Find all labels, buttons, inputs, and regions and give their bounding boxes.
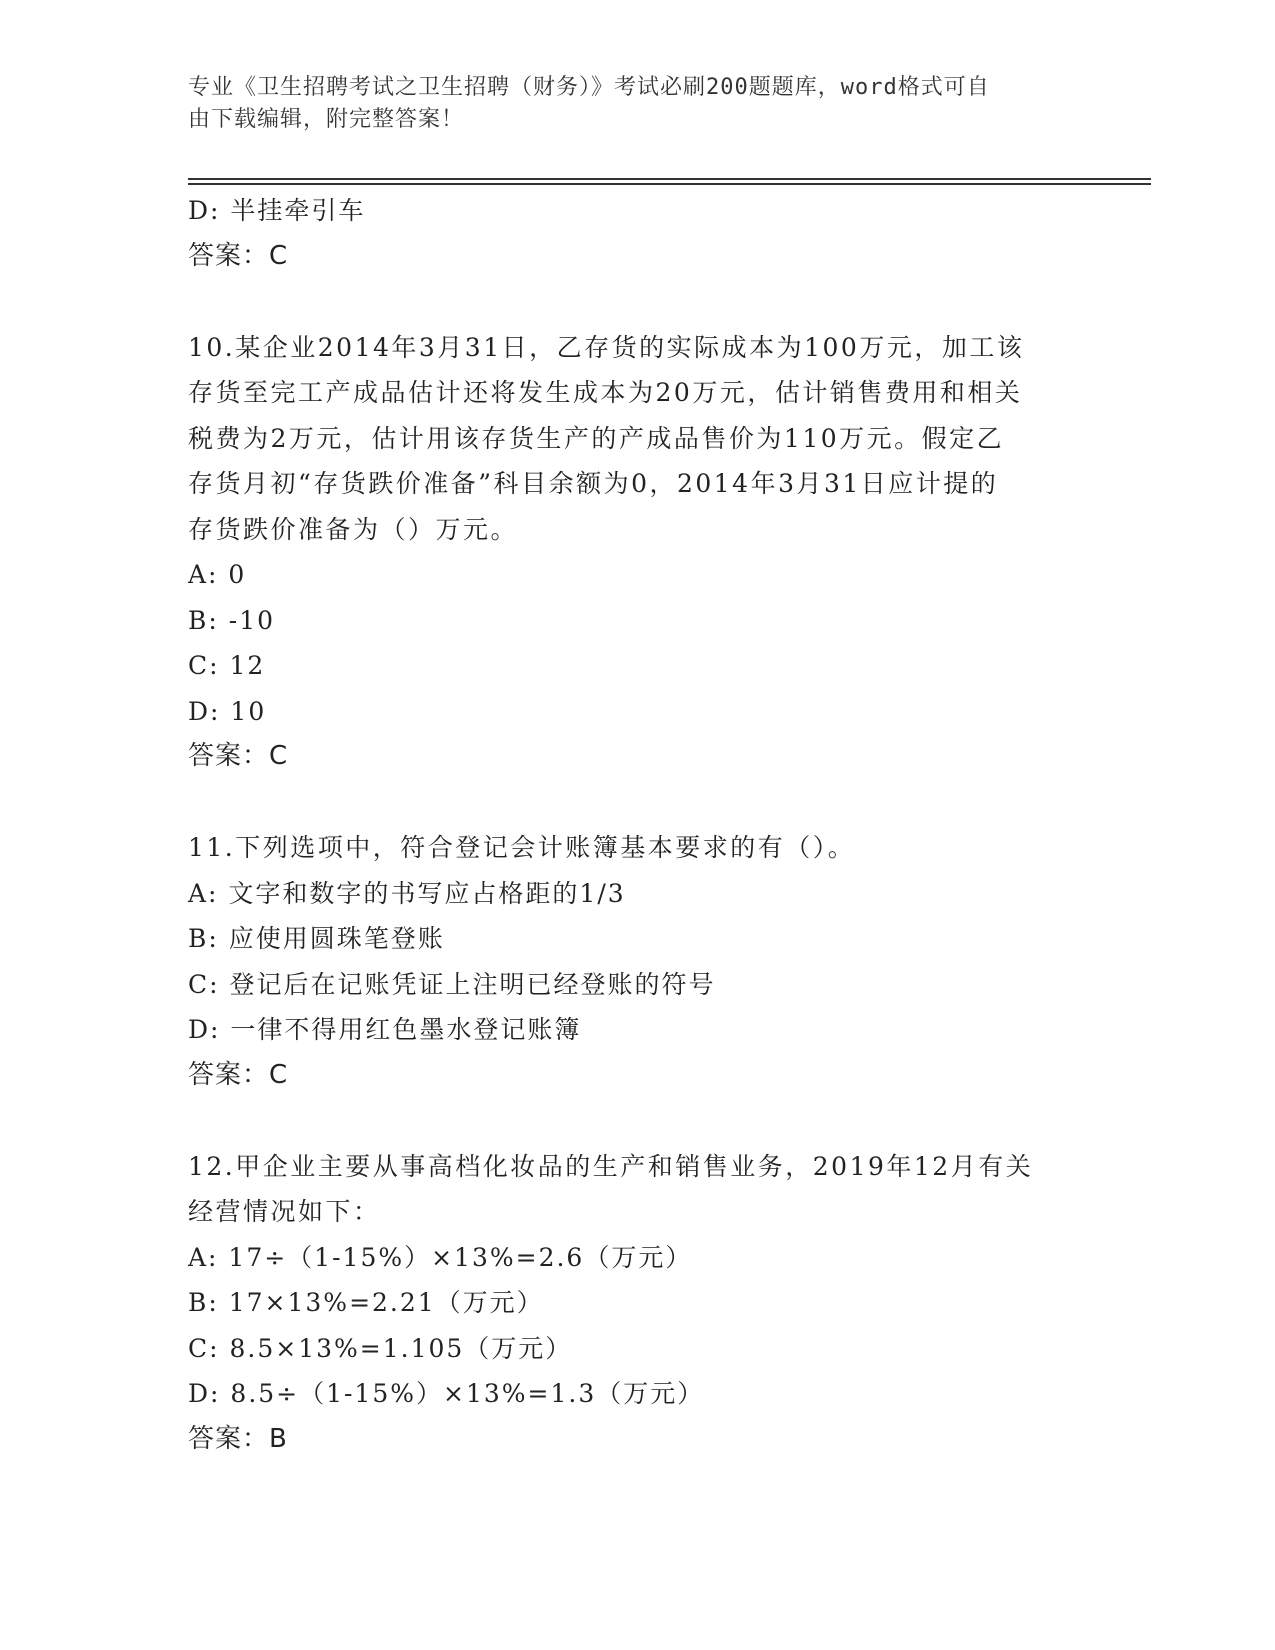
document-header [188, 72, 1068, 136]
q10-stem-line-4: 存货月初“存货跌价准备”科目余额为0，2014年3月31日应计提的 [188, 469, 999, 498]
q10-stem-line-2: 存货至完工产成品估计还将发生成本为20万元，估计销售费用和相关 [188, 378, 1023, 407]
q11-option-b: B: 应使用圆珠笔登账 [188, 924, 445, 953]
q12-option-b: B: 17×13%=2.21（万元） [188, 1288, 544, 1317]
q10-option-d: D: 10 [188, 696, 267, 726]
q12-answer: 答案：B [188, 1423, 288, 1454]
q12-option-c: C: 8.5×13%=1.105（万元） [188, 1333, 573, 1363]
header-line-1: 专业《卫生招聘考试之卫生招聘（财务）》考试必刷200题题库，word格式可自 [188, 75, 990, 100]
question-11-stem [188, 825, 1088, 871]
spacer [188, 1098, 1088, 1144]
prev-option-d: D: 半挂牵引车 [188, 196, 366, 225]
q11-option-c: C: 登记后在记账凭证上注明已经登账的符号 [188, 969, 716, 999]
q11-option-a: A: 文字和数字的书写应占格距的1/3 [188, 878, 626, 908]
q11-answer: 答案：C [188, 1059, 289, 1090]
spacer [188, 780, 1088, 826]
q10-stem-line-3: 税费为2万元，估计用该存货生产的产成品售价为110万元。假定乙 [188, 423, 1005, 453]
header-line-2: 由下载编辑，附完整答案！ [188, 107, 465, 132]
document-body [188, 188, 1088, 1462]
q11-option-d: D: 一律不得用红色墨水登记账簿 [188, 1015, 582, 1044]
q10-option-a: A: 0 [188, 560, 247, 589]
q10-stem-line-1: 10.某企业2014年3月31日，乙存货的实际成本为100万元，加工该 [188, 332, 1025, 362]
header-divider-bottom [188, 183, 1151, 185]
q10-option-c: C: 12 [188, 651, 266, 680]
q10-answer: 答案：C [188, 741, 289, 771]
q12-option-d: D: 8.5÷（1-15%）×13%=1.3（万元） [188, 1379, 705, 1408]
q12-option-a: A: 17÷（1-15%）×13%=2.6（万元） [188, 1242, 693, 1272]
question-12-stem [188, 1144, 1088, 1235]
spacer [188, 279, 1088, 325]
q12-stem-line-2: 经营情况如下： [188, 1197, 381, 1226]
q10-stem-line-5: 存货跌价准备为（）万元。 [188, 514, 519, 544]
q10-option-b: B: -10 [188, 605, 275, 635]
q12-stem-line-1: 12.甲企业主要从事高档化妆品的生产和销售业务，2019年12月有关 [188, 1151, 1034, 1181]
question-10-stem [188, 325, 1088, 553]
header-divider-top [188, 178, 1151, 180]
q11-stem-line-1: 11.下列选项中，符合登记会计账簿基本要求的有（）。 [188, 833, 856, 862]
prev-answer: 答案：C [188, 240, 289, 271]
